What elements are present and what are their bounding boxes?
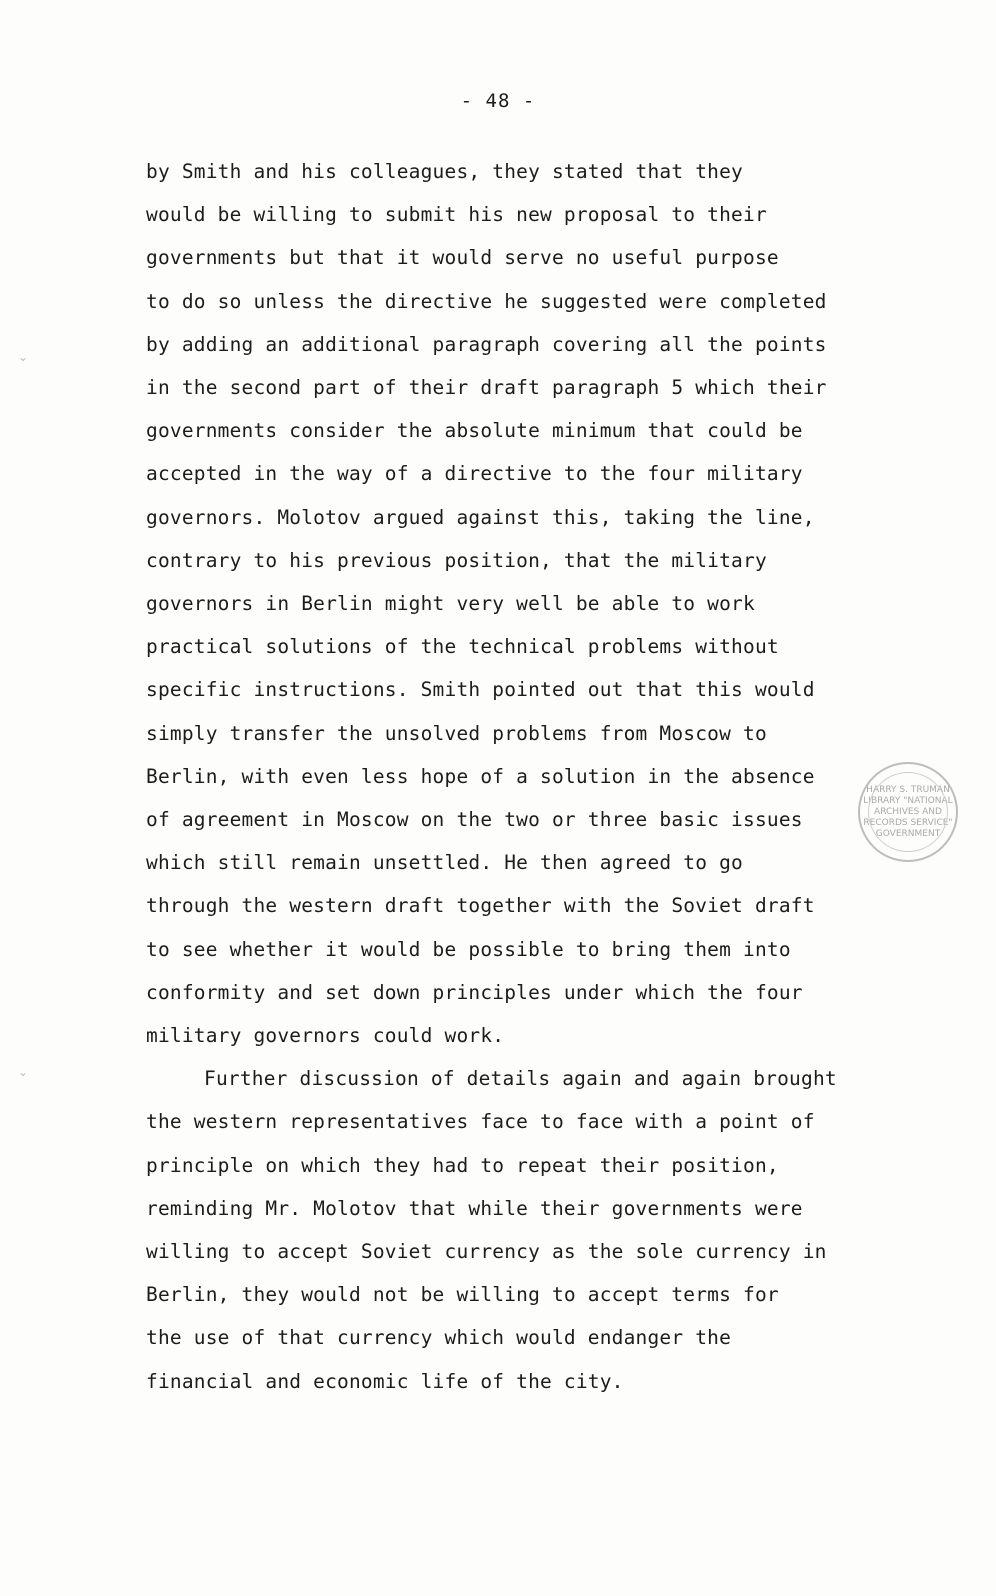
text-line: to see whether it would be possible to bring them into bbox=[146, 937, 791, 961]
text-line: in the second part of their draft paragraph 5 which their bbox=[146, 376, 827, 400]
text-line: by Smith and his colleagues, they stated that they bbox=[146, 160, 743, 183]
text-line: specific instructions. Smith pointed out that this would bbox=[146, 678, 815, 702]
text-line: which still remain unsettled. He then agreed to go bbox=[146, 851, 743, 875]
archive-stamp bbox=[858, 762, 958, 862]
text-line: reminding Mr. Molotov that while their governments were bbox=[146, 1196, 803, 1220]
text-line: Berlin, with even less hope of a solution in the absence bbox=[146, 764, 815, 788]
text-line: of agreement in Moscow on the two or three basic issues bbox=[146, 808, 803, 832]
text-line: military governors could work. bbox=[146, 1024, 505, 1048]
text-line: governors in Berlin might very well be able to work bbox=[146, 592, 755, 616]
text-line: accepted in the way of a directive to the four military bbox=[146, 462, 803, 486]
text-line: willing to accept Soviet currency as the sole currency in bbox=[146, 1240, 827, 1264]
page-mark-icon: ⌄ bbox=[18, 1065, 29, 1079]
text-line: to do so unless the directive he suggested were completed bbox=[146, 289, 827, 313]
archive-stamp-text: HARRY S. TRUMAN LIBRARY "NATIONAL ARCHIVES AND RECORDS SERVICE" GOVERNMENT bbox=[863, 784, 953, 839]
text-line: governments consider the absolute minimum that could be bbox=[146, 419, 803, 443]
body-text bbox=[146, 150, 906, 1403]
text-line: Berlin, they would not be willing to accept terms for bbox=[146, 1283, 779, 1307]
text-line: principle on which they had to repeat their position, bbox=[146, 1153, 779, 1177]
text-line: practical solutions of the technical problems without bbox=[146, 635, 779, 659]
page-number: - 48 - bbox=[460, 90, 536, 112]
text-line: the use of that currency which would endanger the bbox=[146, 1326, 732, 1350]
page-mark-icon: ⌄ bbox=[18, 350, 29, 364]
text-line: contrary to his previous position, that the military bbox=[146, 548, 767, 572]
text-line: governors. Molotov argued against this, taking the line, bbox=[146, 505, 815, 529]
text-line: financial and economic life of the city. bbox=[146, 1369, 624, 1393]
text-line: Further discussion of details again and again brought bbox=[204, 1067, 837, 1091]
text-line: by adding an additional paragraph covering all the points bbox=[146, 332, 827, 356]
text-line: conformity and set down principles under which the four bbox=[146, 980, 803, 1004]
text-line: the western representatives face to face with a point of bbox=[146, 1110, 815, 1134]
text-line: simply transfer the unsolved problems from Moscow to bbox=[146, 721, 767, 745]
text-line: would be willing to submit his new proposal to their bbox=[146, 203, 767, 227]
text-line: through the western draft together with the Soviet draft bbox=[146, 894, 815, 918]
text-line: governments but that it would serve no useful purpose bbox=[146, 246, 779, 270]
